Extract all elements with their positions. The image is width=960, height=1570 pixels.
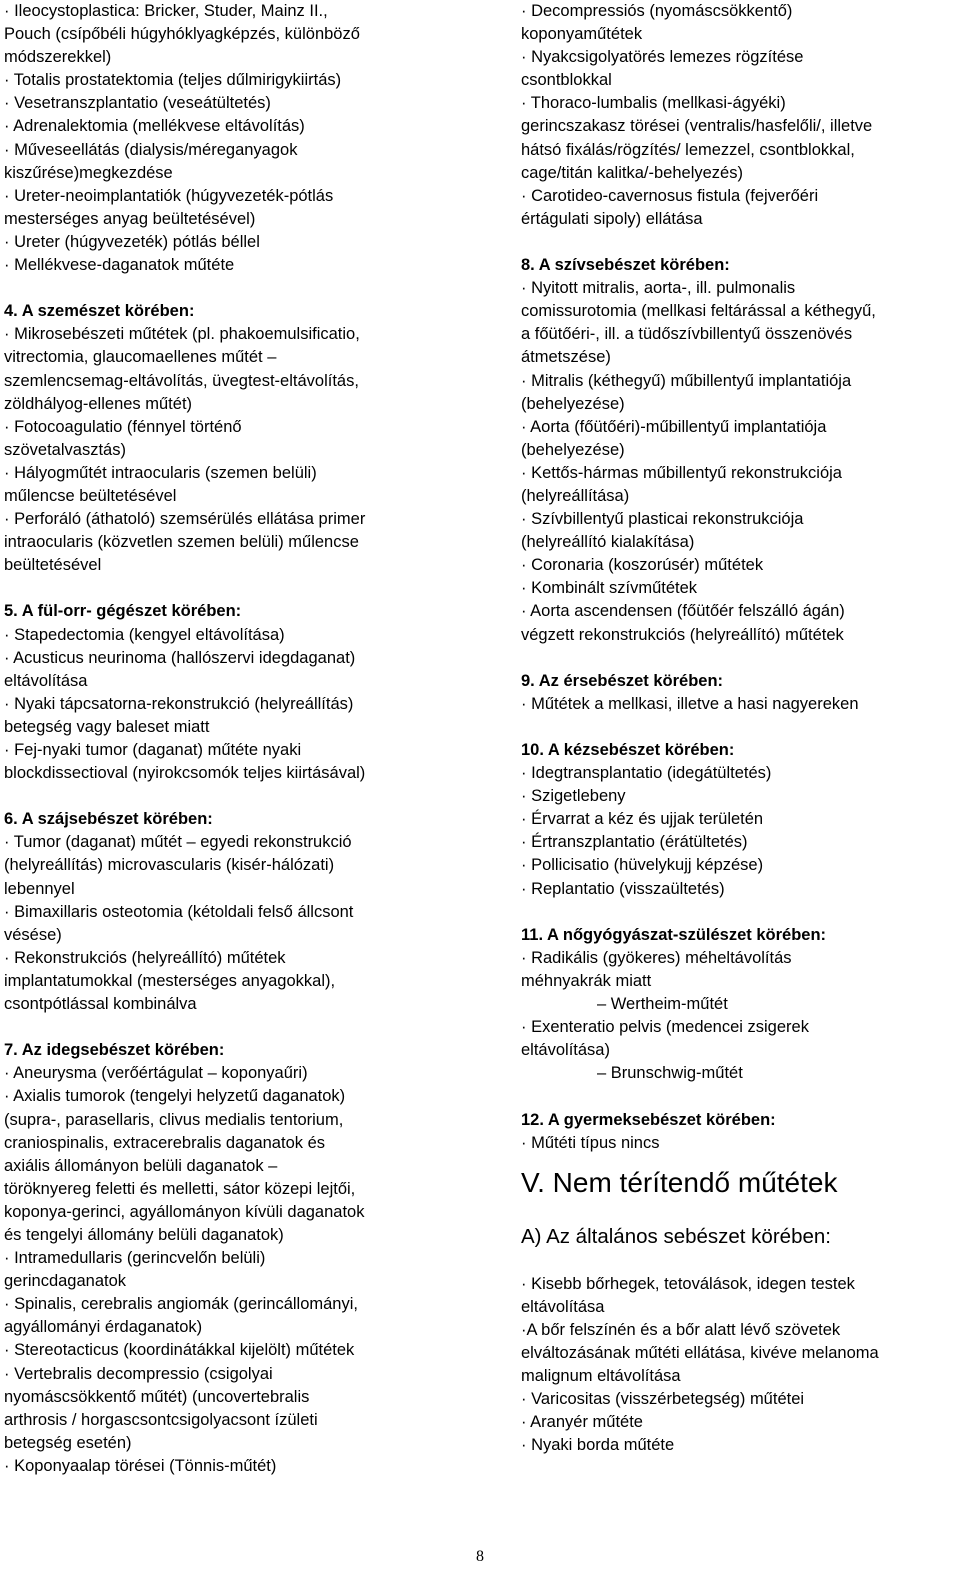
list-item: · Aorta ascendensen (főütőér felszálló ágán) [521,602,845,621]
section-list-nogyogyaszat [521,947,958,1086]
list-item: átmetszése) [521,348,611,367]
list-item: (behelyezése) [521,394,625,413]
list-item: · Bimaxillaris osteotomia (kétoldali felső állcsont [4,902,354,921]
list-item: műlencse beültetésével [4,486,177,505]
list-item: · Intramedullaris (gerincvelőn belüli) [4,1249,266,1268]
list-item: szemlencsemag-eltávolítás, üvegtest-eltávolítás, [4,371,359,390]
left-top-list [4,0,459,277]
list-item: cage/titán kalitka/-behelyezés) [521,163,743,182]
list-item: · Koponyaalap törései (Tönnis-műtét) [4,1456,277,1475]
section-title-szemeszet: 4. A szemészet körében: [4,302,195,321]
list-item: elváltozásának műtéti ellátása, kivéve melanoma [521,1343,879,1362]
page-number: 8 [476,1548,484,1565]
list-item: szövetalvasztás) [4,440,126,459]
list-item: · Nyakcsigolyatörés lemezes rögzítése [521,48,804,67]
list-item: és tengelyi állomány belüli daganatok) [4,1225,284,1244]
list-item: – Brunschwig-műtét [597,1064,743,1083]
list-item: · Ureter (húgyvezeték) pótlás béllel [4,232,260,251]
section-list-szemeszet [4,323,459,577]
list-item: betegség vagy baleset miatt [4,717,210,736]
list-item: · Thoraco-lumbalis (mellkasi-ágyéki) [521,94,786,113]
part-subtitle-altalanos-sebeszet: A) Az általános sebészet körében: [521,1224,831,1248]
list-item: eltávolítása) [521,1041,610,1060]
list-item: koponyaműtétek [521,25,643,44]
list-item: (helyreállítás) microvascularis (kisér-hálózati) [4,856,335,875]
list-item: intraocularis (közvetlen szemen belüli) műlencse [4,533,359,552]
list-item: · Műtéti típus nincs [521,1133,660,1152]
list-item: · Nyaki borda műtéte [521,1436,675,1455]
list-item: (supra-, parasellaris, clivus medialis tentorium, [4,1110,344,1129]
list-item: csontpótlással kombinálva [4,995,197,1014]
list-item: · Aneurysma (verőértágulat – koponyaűri) [4,1064,308,1083]
section-list-ersebeszet [521,693,958,716]
section-title-szivsebeszet: 8. A szívsebészet körében: [521,256,730,275]
list-item: · Vertebralis decompressio (csigolyai [4,1364,273,1383]
list-item: agyállományi érdaganatok) [4,1318,203,1337]
list-item: · Acusticus neurinoma (hallószervi idegdaganat) [4,648,356,667]
list-item: · Kisebb bőrhegek, tetoválások, idegen testek [521,1274,855,1293]
right-column [521,0,958,1457]
list-item: · Műveseellátás (dialysis/méreganyagok [4,140,298,159]
list-item: · Szigetlebeny [521,787,626,806]
section-list-szivsebeszet [521,277,958,647]
list-item: · Kombinált szívműtétek [521,579,698,598]
list-item: hátsó fixálás/rögzítés/ lemezzel, csontblokkal, [521,140,855,159]
list-item: a főütőéri-, ill. a tüdőszívbillentyű összenövés [521,325,853,344]
list-item: módszerekkel) [4,48,112,67]
list-item: · Műtétek a mellkasi, illetve a hasi nagyereken [521,694,859,713]
list-item: axiális állományon belüli daganatok – [4,1156,278,1175]
section-list-kezsebeszet [521,762,958,901]
list-item: · Radikális (gyökeres) méheltávolítás [521,948,792,967]
list-item: · Idegtransplantatio (idegátültetés) [521,764,772,783]
list-item: comissurotomia (mellkasi feltárással a kéthegyű, [521,302,876,321]
list-item: kiszűrése)megkezdése [4,163,173,182]
list-item: méhnyakrák miatt [521,971,652,990]
list-item: (behelyezése) [521,440,625,459]
list-item: Pouch (csípőbéli húgyhóklyagképzés, különböző [4,25,360,44]
list-item: malignum eltávolítása [521,1367,681,1386]
list-item: · Stapedectomia (kengyel eltávolítása) [4,625,285,644]
list-item: · Ureter-neoimplantatiók (húgyvezeték-pótlás [4,186,334,205]
list-item: (helyreállítása) [521,486,630,505]
list-item: gerincszakasz törései (ventralis/hasfelőli/, illetve [521,117,873,136]
list-item: · Adrenalektomia (mellékvese eltávolítás) [4,117,305,136]
section-title-nogyogyaszat: 11. A nőgyógyászat-szülészet körében: [521,925,827,944]
list-item: végzett rekonstrukciós (helyreállító) műtétek [521,625,844,644]
list-item: · Fotocoagulatio (fénnyel történő [4,417,242,436]
list-item: (helyreállító kialakítása) [521,533,695,552]
list-item: · Coronaria (koszorúsér) műtétek [521,556,764,575]
list-item: · Pollicisatio (hüvelykujj képzése) [521,856,764,875]
list-item: koponya-gerinci, agyállományon kívüli daganatok [4,1202,365,1221]
list-item: vésése) [4,925,62,944]
list-item: – Wertheim-műtét [597,995,728,1014]
list-item: mesterséges anyag beültetésével) [4,209,256,228]
list-item: értágulati sipoly) ellátása [521,209,703,228]
list-item: lebennyel [4,879,75,898]
list-item: craniospinalis, extracerebralis daganatok és [4,1133,326,1152]
section-title-ersebeszet: 9. Az érsebészet körében: [521,671,724,690]
list-item: · Fej-nyaki tumor (daganat) műtéte nyaki [4,741,302,759]
section-title-idegsebeszet: 7. Az idegsebészet körében: [4,1041,225,1060]
list-item: · Axialis tumorok (tengelyi helyzetű daganatok) [4,1087,346,1106]
list-item: · Rekonstrukciós (helyreállító) műtétek [4,948,286,967]
list-item: · Mitralis (kéthegyű) műbillentyű implantatiója [521,371,852,390]
list-item: eltávolítása [521,1297,605,1316]
list-item: vitrectomia, glaucomaellenes műtét – [4,348,277,367]
list-item: · Kettős-hármas műbillentyű rekonstrukciója [521,463,842,482]
list-item: · Tumor (daganat) műtét – egyedi rekonstrukció [4,833,352,852]
list-item: implantatumokkal (mesterséges anyagokkal), [4,971,336,990]
list-item: gerincdaganatok [4,1272,127,1291]
section-list-ful-orr-gege [4,624,459,786]
section-title-kezsebeszet: 10. A kézsebészet körében: [521,741,735,759]
list-item: zöldhályog-ellenes műtét) [4,394,193,413]
list-item: nyomáscsökkentő műtét) (uncovertebralis [4,1387,310,1406]
part-title-nem-teritendo: V. Nem térítendő műtétek [521,1166,838,1198]
list-item: betegség esetén) [4,1433,132,1452]
list-item: · Perforáló (áthatoló) szemsérülés ellátása primer [4,510,366,529]
list-item: csontblokkal [521,71,612,90]
section-title-ful-orr-gege: 5. A fül-orr- gégészet körében: [4,602,242,621]
list-item: · Aorta (főütőéri)-műbillentyű implantatiója [521,417,827,436]
list-item: · Hályogműtét intraocularis (szemen belüli) [4,463,317,482]
list-item: · Érvarrat a kéz és ujjak területén [521,810,764,829]
list-item: · Vesetranszplantatio (veseátültetés) [4,94,271,113]
list-item: eltávolítása [4,671,88,690]
list-item: arthrosis / horgascsontcsigolyacsont ízületi [4,1410,318,1429]
list-item: · Totalis prostatektomia (teljes dűlmirigykiirtás) [4,71,342,90]
list-item: blockdissectioval (nyirokcsomók teljes kiirtásával) [4,764,366,783]
list-item: · Mellékvese-daganatok műtéte [4,256,235,275]
left-column [4,0,459,1478]
list-item: ·A bőr felszínén és a bőr alatt lévő szövetek [521,1320,841,1339]
section-list-szajsebeszet [4,831,459,1016]
section-list-idegsebeszet [4,1062,459,1478]
list-item: · Ileocystoplastica: Bricker, Studer, Mainz II., [4,2,328,20]
list-item: · Értranszplantatio (érátültetés) [521,833,748,852]
right-top-list [521,0,958,231]
list-item: · Nyitott mitralis, aorta-, ill. pulmonalis [521,279,796,298]
list-item: · Spinalis, cerebralis angiomák (gerincállományi, [4,1295,358,1314]
list-item: · Exenteratio pelvis (medencei zsigerek [521,1018,809,1037]
section-title-szajsebeszet: 6. A szájsebészet körében: [4,810,213,829]
section-list-gyermeksebeszet [521,1132,958,1155]
list-item: · Stereotacticus (koordinátákkal kijelölt) műtétek [4,1341,355,1360]
section-list-altalanos-sebeszet [521,1273,958,1458]
list-item: beültetésével [4,556,102,575]
list-item: · Carotideo-cavernosus fistula (fejverőéri [521,186,819,205]
list-item: · Mikrosebészeti műtétek (pl. phakoemulsificatio, [4,325,360,344]
section-title-gyermeksebeszet: 12. A gyermeksebészet körében: [521,1110,776,1129]
list-item: · Replantatio (visszaültetés) [521,879,725,898]
list-item: · Szívbillentyű plasticai rekonstrukciója [521,510,804,529]
list-item: · Varicositas (visszérbetegség) műtétei [521,1390,805,1409]
list-item: · Decompressiós (nyomáscsökkentő) [521,2,793,20]
list-item: · Nyaki tápcsatorna-rekonstrukció (helyreállítás) [4,694,354,713]
list-item: · Aranyér műtéte [521,1413,643,1432]
list-item: töröknyereg feletti és melletti, sátor közepi lejtői, [4,1179,356,1198]
